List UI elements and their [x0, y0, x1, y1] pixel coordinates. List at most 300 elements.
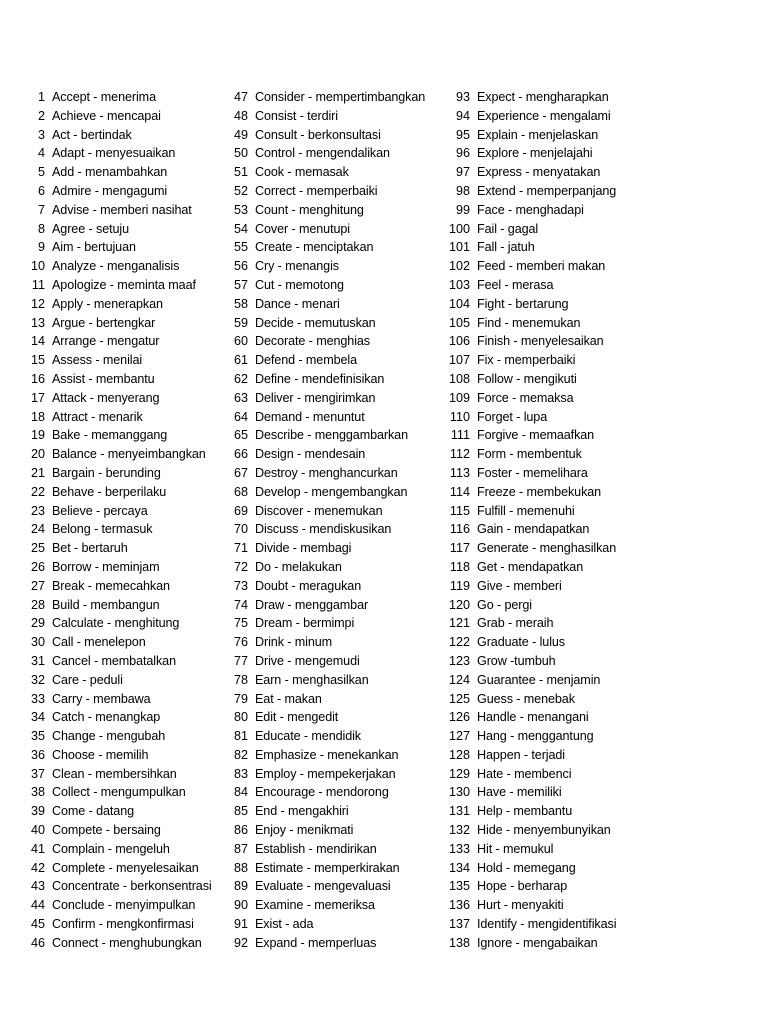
- entry-number: 86: [233, 823, 248, 838]
- verb-translation: Consult - berkonsultasi: [255, 127, 381, 142]
- entry-number: 136: [448, 898, 470, 913]
- verb-translation: Feed - memberi makan: [477, 259, 606, 274]
- vocabulary-row: [219, 238, 445, 257]
- verb-translation: Forgive - memaafkan: [477, 428, 595, 443]
- vocabulary-row: [445, 708, 765, 727]
- verb-translation: Carry - membawa: [52, 691, 151, 706]
- entry-number: 103: [448, 277, 470, 292]
- entry-number: 7: [37, 202, 45, 217]
- entry-number: 53: [233, 202, 248, 217]
- entry-number: 49: [233, 127, 248, 142]
- entry-number: 117: [449, 541, 470, 556]
- verb-translation: Explore - menjelajahi: [477, 146, 593, 161]
- verb-translation: Cook - memasak: [255, 165, 349, 180]
- verb-translation: Explain - menjelaskan: [477, 127, 599, 142]
- entry-number: 50: [233, 146, 248, 161]
- entry-number: 88: [233, 860, 248, 875]
- verb-translation: Express - menyatakan: [477, 165, 601, 180]
- vocabulary-row: [14, 708, 219, 727]
- vocabulary-row: [219, 596, 445, 615]
- entry-number: 109: [448, 390, 470, 405]
- verb-translation: Add - menambahkan: [52, 165, 168, 180]
- vocabulary-row: [219, 351, 445, 370]
- verb-translation: Bake - memanggang: [52, 428, 168, 443]
- verb-translation: Expect - mengharapkan: [477, 90, 609, 104]
- verb-translation: Control - mengendalikan: [255, 146, 390, 161]
- entry-number: 20: [30, 447, 45, 462]
- vocabulary-row: [14, 633, 219, 652]
- entry-number: 23: [30, 503, 45, 518]
- vocabulary-row: [219, 577, 445, 596]
- vocabulary-row: [14, 201, 219, 220]
- vocabulary-row: [14, 614, 219, 633]
- verb-translation: Go - pergi: [477, 597, 532, 612]
- verb-translation: Grab - meraih: [477, 616, 554, 631]
- vocabulary-row: [445, 520, 765, 539]
- verb-translation: Employ - mempekerjakan: [255, 766, 396, 781]
- vocabulary-row: [445, 201, 765, 220]
- verb-translation: Adapt - menyesuaikan: [52, 146, 176, 161]
- entry-number: 138: [448, 935, 470, 950]
- entry-number: 33: [30, 691, 45, 706]
- verb-translation: Dream - bermimpi: [255, 616, 355, 631]
- vocabulary-row: [14, 182, 219, 201]
- entry-number: 59: [233, 315, 248, 330]
- vocabulary-row: [14, 276, 219, 295]
- vocabulary-row: [14, 426, 219, 445]
- verb-translation: Describe - menggambarkan: [255, 428, 408, 443]
- vocabulary-row: [445, 88, 765, 107]
- verb-translation: Believe - percaya: [52, 503, 148, 518]
- vocabulary-row: [14, 558, 219, 577]
- vocabulary-row: [445, 144, 765, 163]
- vocabulary-row: [219, 765, 445, 784]
- verb-translation: Cut - memotong: [255, 277, 344, 292]
- vocabulary-row: [445, 633, 765, 652]
- entry-number: 123: [448, 653, 470, 668]
- entry-number: 77: [233, 653, 248, 668]
- vocabulary-row: [219, 201, 445, 220]
- entry-number: 8: [37, 221, 45, 236]
- verb-translation: Gain - mendapatkan: [477, 522, 590, 537]
- verb-translation: Care - peduli: [52, 672, 123, 687]
- vocabulary-row: [219, 821, 445, 840]
- verb-translation: Handle - menangani: [477, 710, 589, 725]
- verb-translation: End - mengakhiri: [255, 804, 349, 819]
- vocabulary-row: [445, 351, 765, 370]
- entry-number: 18: [30, 409, 45, 424]
- entry-number: 71: [233, 541, 248, 556]
- verb-translation: Create - menciptakan: [255, 240, 374, 255]
- entry-number: 84: [233, 785, 248, 800]
- vocabulary-row: [14, 690, 219, 709]
- entry-number: 105: [448, 315, 470, 330]
- entry-number: 19: [30, 428, 45, 443]
- vocabulary-row: [219, 426, 445, 445]
- entry-number: 82: [233, 747, 248, 762]
- entry-number: 111: [450, 428, 470, 443]
- vocabulary-row: [445, 389, 765, 408]
- verb-translation: Guess - menebak: [477, 691, 575, 706]
- entry-number: 41: [30, 841, 45, 856]
- vocabulary-row: [445, 840, 765, 859]
- vocabulary-row: [14, 821, 219, 840]
- entry-number: 83: [233, 766, 248, 781]
- verb-translation: Emphasize - menekankan: [255, 747, 399, 762]
- verb-translation: Concentrate - berkonsentrasi: [52, 879, 212, 894]
- vocabulary-row: [219, 276, 445, 295]
- vocabulary-row: [219, 295, 445, 314]
- entry-number: 113: [449, 465, 470, 480]
- verb-translation: Aim - bertujuan: [52, 240, 136, 255]
- verb-translation: Defend - membela: [255, 353, 357, 368]
- verb-translation: Complain - mengeluh: [52, 841, 170, 856]
- verb-translation: Grow -tumbuh: [477, 653, 556, 668]
- vocabulary-row: [219, 332, 445, 351]
- verb-translation: Cancel - membatalkan: [52, 653, 176, 668]
- entry-number: 102: [448, 259, 470, 274]
- verb-translation: Freeze - membekukan: [477, 484, 602, 499]
- entry-number: 128: [448, 747, 470, 762]
- entry-number: 57: [233, 277, 248, 292]
- vocabulary-row: [445, 483, 765, 502]
- vocabulary-row: [14, 370, 219, 389]
- vocabulary-row: [445, 182, 765, 201]
- vocabulary-row: [14, 389, 219, 408]
- vocabulary-row: [445, 671, 765, 690]
- verb-translation: Find - menemukan: [477, 315, 581, 330]
- vocabulary-column-3: [445, 88, 765, 953]
- vocabulary-row: [219, 783, 445, 802]
- verb-translation: Have - memiliki: [477, 785, 562, 800]
- entry-number: 130: [448, 785, 470, 800]
- entry-number: 120: [448, 597, 470, 612]
- entry-number: 112: [449, 447, 470, 462]
- entry-number: 5: [37, 165, 45, 180]
- entry-number: 38: [30, 785, 45, 800]
- vocabulary-row: [219, 144, 445, 163]
- verb-translation: Design - mendesain: [255, 447, 366, 462]
- entry-number: 126: [448, 710, 470, 725]
- verb-translation: Assist - membantu: [52, 371, 155, 386]
- verb-translation: Accept - menerima: [52, 90, 156, 104]
- entry-number: 26: [30, 559, 45, 574]
- entry-number: 76: [233, 635, 248, 650]
- verb-translation: Edit - mengedit: [255, 710, 339, 725]
- entry-number: 58: [233, 296, 248, 311]
- entry-number: 66: [233, 447, 248, 462]
- entry-number: 62: [233, 371, 248, 386]
- verb-translation: Get - mendapatkan: [477, 559, 584, 574]
- verb-translation: Collect - mengumpulkan: [52, 785, 186, 800]
- vocabulary-row: [14, 332, 219, 351]
- entry-number: 119: [449, 578, 470, 593]
- vocabulary-row: [445, 614, 765, 633]
- verb-translation: Fix - memperbaiki: [477, 353, 576, 368]
- vocabulary-row: [445, 652, 765, 671]
- vocabulary-row: [445, 690, 765, 709]
- vocabulary-column-1: [14, 88, 219, 953]
- vocabulary-row: [219, 163, 445, 182]
- verb-translation: Attract - menarik: [52, 409, 143, 424]
- verb-translation: Agree - setuju: [52, 221, 130, 236]
- vocabulary-row: [445, 238, 765, 257]
- verb-translation: Dance - menari: [255, 296, 340, 311]
- verb-translation: Behave - berperilaku: [52, 484, 167, 499]
- vocabulary-row: [14, 445, 219, 464]
- entry-number: 3: [37, 127, 45, 142]
- vocabulary-row: [445, 896, 765, 915]
- vocabulary-list-page: [0, 88, 768, 958]
- entry-number: 80: [233, 710, 248, 725]
- vocabulary-row: [219, 314, 445, 333]
- entry-number: 67: [233, 465, 248, 480]
- entry-number: 42: [30, 860, 45, 875]
- vocabulary-row: [14, 107, 219, 126]
- entry-number: 27: [30, 578, 45, 593]
- entry-number: 10: [30, 259, 45, 274]
- verb-translation: Guarantee - menjamin: [477, 672, 601, 687]
- entry-number: 79: [233, 691, 248, 706]
- entry-number: 74: [233, 597, 248, 612]
- vocabulary-row: [14, 351, 219, 370]
- entry-number: 21: [30, 465, 45, 480]
- vocabulary-row: [219, 633, 445, 652]
- verb-translation: Hang - menggantung: [477, 729, 594, 744]
- verb-translation: Come - datang: [52, 804, 135, 819]
- entry-number: 125: [448, 691, 470, 706]
- entry-number: 108: [448, 371, 470, 386]
- verb-translation: Clean - membersihkan: [52, 766, 177, 781]
- verb-translation: Face - menghadapi: [477, 202, 584, 217]
- entry-number: 14: [30, 334, 45, 349]
- verb-translation: Admire - mengagumi: [52, 183, 168, 198]
- verb-translation: Decide - memutuskan: [255, 315, 376, 330]
- vocabulary-row: [219, 671, 445, 690]
- verb-translation: Give - memberi: [477, 578, 562, 593]
- entry-number: 81: [233, 729, 248, 744]
- vocabulary-row: [445, 332, 765, 351]
- vocabulary-row: [219, 464, 445, 483]
- entry-number: 95: [455, 127, 470, 142]
- entry-number: 36: [30, 747, 45, 762]
- entry-number: 47: [233, 90, 248, 104]
- verb-translation: Calculate - menghitung: [52, 616, 180, 631]
- entry-number: 97: [455, 165, 470, 180]
- vocabulary-row: [219, 408, 445, 427]
- vocabulary-row: [445, 859, 765, 878]
- vocabulary-row: [14, 144, 219, 163]
- verb-translation: Attack - menyerang: [52, 390, 160, 405]
- verb-translation: Develop - mengembangkan: [255, 484, 408, 499]
- verb-translation: Forget - lupa: [477, 409, 548, 424]
- vocabulary-row: [219, 877, 445, 896]
- verb-translation: Discover - menemukan: [255, 503, 383, 518]
- vocabulary-row: [14, 746, 219, 765]
- entry-number: 129: [448, 766, 470, 781]
- entry-number: 96: [455, 146, 470, 161]
- entry-number: 51: [233, 165, 248, 180]
- entry-number: 35: [30, 729, 45, 744]
- verb-translation: Identify - mengidentifikasi: [477, 917, 617, 932]
- vocabulary-row: [219, 690, 445, 709]
- vocabulary-row: [14, 520, 219, 539]
- verb-translation: Hold - memegang: [477, 860, 576, 875]
- entry-number: 40: [30, 823, 45, 838]
- entry-number: 131: [448, 804, 470, 819]
- verb-translation: Argue - bertengkar: [52, 315, 156, 330]
- verb-translation: Estimate - memperkirakan: [255, 860, 400, 875]
- entry-number: 114: [449, 484, 470, 499]
- verb-translation: Fail - gagal: [477, 221, 539, 236]
- entry-number: 90: [233, 898, 248, 913]
- vocabulary-row: [445, 577, 765, 596]
- entry-number: 11: [31, 277, 45, 292]
- verb-translation: Correct - memperbaiki: [255, 183, 378, 198]
- vocabulary-row: [14, 464, 219, 483]
- verb-translation: Foster - memelihara: [477, 465, 588, 480]
- vocabulary-row: [219, 257, 445, 276]
- vocabulary-row: [14, 765, 219, 784]
- entry-number: 55: [233, 240, 248, 255]
- vocabulary-row: [14, 577, 219, 596]
- vocabulary-row: [14, 802, 219, 821]
- entry-number: 24: [30, 522, 45, 537]
- entry-number: 94: [455, 108, 470, 123]
- entry-number: 89: [233, 879, 248, 894]
- vocabulary-row: [219, 182, 445, 201]
- vocabulary-row: [445, 295, 765, 314]
- vocabulary-row: [445, 408, 765, 427]
- verb-translation: Define - mendefinisikan: [255, 371, 385, 386]
- vocabulary-row: [219, 840, 445, 859]
- vocabulary-row: [219, 934, 445, 953]
- verb-translation: Destroy - menghancurkan: [255, 465, 398, 480]
- vocabulary-row: [219, 389, 445, 408]
- vocabulary-row: [445, 464, 765, 483]
- verb-translation: Borrow - meminjam: [52, 559, 160, 574]
- entry-number: 29: [30, 616, 45, 631]
- vocabulary-row: [219, 915, 445, 934]
- entry-number: 44: [30, 898, 45, 913]
- entry-number: 110: [449, 409, 470, 424]
- vocabulary-row: [445, 426, 765, 445]
- verb-translation: Extend - memperpanjang: [477, 183, 617, 198]
- vocabulary-row: [14, 88, 219, 107]
- entry-number: 4: [37, 146, 45, 161]
- entry-number: 43: [30, 879, 45, 894]
- verb-translation: Force - memaksa: [477, 390, 574, 405]
- entry-number: 25: [30, 541, 45, 556]
- entry-number: 72: [233, 559, 248, 574]
- vocabulary-row: [219, 502, 445, 521]
- entry-number: 100: [448, 221, 470, 236]
- verb-translation: Enjoy - menikmati: [255, 823, 354, 838]
- verb-translation: Assess - menilai: [52, 353, 143, 368]
- verb-translation: Bet - bertaruh: [52, 541, 128, 556]
- verb-translation: Hide - menyembunyikan: [477, 823, 611, 838]
- entry-number: 52: [233, 183, 248, 198]
- entry-number: 98: [455, 183, 470, 198]
- entry-number: 137: [448, 917, 470, 932]
- entry-number: 54: [233, 221, 248, 236]
- vocabulary-row: [219, 126, 445, 145]
- vocabulary-row: [14, 671, 219, 690]
- entry-number: 116: [449, 522, 470, 537]
- entry-number: 32: [30, 672, 45, 687]
- verb-translation: Demand - menuntut: [255, 409, 365, 424]
- entry-number: 78: [233, 672, 248, 687]
- verb-translation: Decorate - menghias: [255, 334, 370, 349]
- entry-number: 60: [233, 334, 248, 349]
- verb-translation: Cover - menutupi: [255, 221, 350, 236]
- vocabulary-row: [14, 934, 219, 953]
- verb-translation: Hate - membenci: [477, 766, 572, 781]
- entry-number: 16: [30, 371, 45, 386]
- verb-translation: Balance - menyeimbangkan: [52, 447, 206, 462]
- entry-number: 73: [233, 578, 248, 593]
- vocabulary-row: [14, 502, 219, 521]
- verb-translation: Cry - menangis: [255, 259, 339, 274]
- entry-number: 99: [455, 202, 470, 217]
- verb-translation: Consist - terdiri: [255, 108, 338, 123]
- vocabulary-row: [445, 370, 765, 389]
- verb-translation: Generate - menghasilkan: [477, 541, 617, 556]
- entry-number: 134: [448, 860, 470, 875]
- verb-translation: Experience - mengalami: [477, 108, 611, 123]
- verb-translation: Drive - mengemudi: [255, 653, 360, 668]
- vocabulary-row: [219, 802, 445, 821]
- entry-number: 2: [37, 108, 45, 123]
- verb-translation: Build - membangun: [52, 597, 160, 612]
- verb-translation: Drink - minum: [255, 635, 333, 650]
- entry-number: 132: [448, 823, 470, 838]
- entry-number: 85: [233, 804, 248, 819]
- vocabulary-row: [219, 483, 445, 502]
- verb-translation: Compete - bersaing: [52, 823, 161, 838]
- vocabulary-row: [14, 238, 219, 257]
- vocabulary-row: [445, 934, 765, 953]
- verb-translation: Consider - mempertimbangkan: [255, 90, 426, 104]
- entry-number: 28: [30, 597, 45, 612]
- verb-translation: Fight - bertarung: [477, 296, 569, 311]
- vocabulary-row: [14, 220, 219, 239]
- verb-translation: Analyze - menganalisis: [52, 259, 180, 274]
- verb-translation: Eat - makan: [255, 691, 322, 706]
- vocabulary-row: [219, 445, 445, 464]
- entry-number: 31: [30, 653, 45, 668]
- verb-translation: Deliver - mengirimkan: [255, 390, 376, 405]
- vocabulary-row: [14, 483, 219, 502]
- vocabulary-row: [445, 276, 765, 295]
- vocabulary-row: [445, 126, 765, 145]
- entry-number: 65: [233, 428, 248, 443]
- verb-translation: Achieve - mencapai: [52, 108, 161, 123]
- entry-number: 69: [233, 503, 248, 518]
- verb-translation: Help - membantu: [477, 804, 573, 819]
- entry-number: 124: [448, 672, 470, 687]
- verb-translation: Fulfill - memenuhi: [477, 503, 575, 518]
- entry-number: 39: [30, 804, 45, 819]
- verb-translation: Establish - mendirikan: [255, 841, 377, 856]
- vocabulary-row: [445, 746, 765, 765]
- entry-number: 45: [30, 917, 45, 932]
- verb-translation: Act - bertindak: [52, 127, 132, 142]
- entry-number: 64: [233, 409, 248, 424]
- verb-translation: Expand - memperluas: [255, 935, 377, 950]
- verb-translation: Advise - memberi nasihat: [52, 202, 192, 217]
- vocabulary-row: [14, 163, 219, 182]
